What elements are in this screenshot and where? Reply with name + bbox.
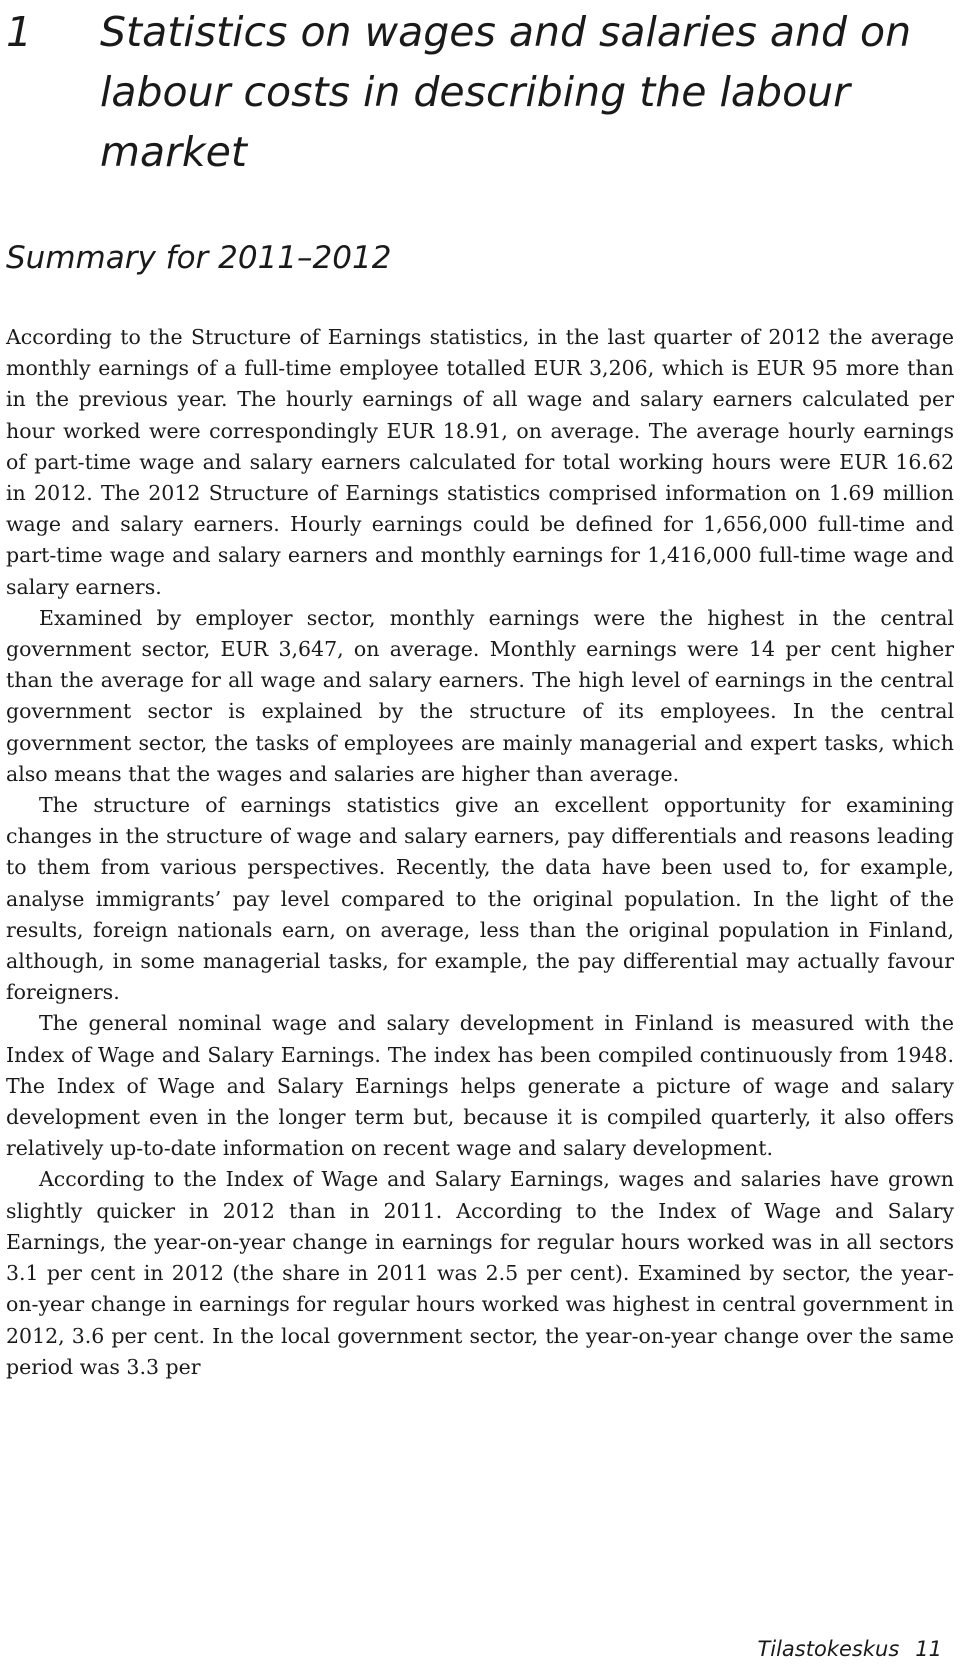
footer-publisher: Tilastokeskus: [757, 1637, 900, 1661]
paragraph: The general nominal wage and salary development in Finland is measured with the Index of Wage and Salary Earnings. The index has been compiled continuously from 1948. The Index of Wage and Salary Earnings helps generate a picture of wage and salary development even in the longer term but, because it is compiled quarterly, it also offers relatively up-to-date information on recent wage and salary development.: [6, 1011, 954, 1161]
paragraph: The structure of earnings statistics give an excellent opportunity for examining changes in the structure of wage and salary earners, pay differentials and reasons leading to them from various perspectives. Recently, the data have been used to, for example, analyse immigrants’ pay level compared to the original population. In the light of the results, foreign nationals earn, on average, less than the original population in Finland, although, in some managerial tasks, for example, the pay differential may actually favour foreigners.: [6, 793, 954, 1005]
chapter-title: Statistics on wages and salaries and on labour costs in describing the labour market: [100, 8, 912, 176]
paragraph: According to the Structure of Earnings statistics, in the last quarter of 2012 the average monthly earnings of a full-time employee totalled EUR 3,206, which is EUR 95 more than in the previous year. The hourly earnings of all wage and salary earners calculated per hour worked were correspondingly EUR 18.91, on average. The average hourly earnings of part-time wage and salary earners calculated for total working hours were EUR 16.62 in 2012. The 2012 Structure of Earnings statistics comprised information on 1.69 million wage and salary earners. Hourly earnings could be defined for 1,656,000 full-time and part-time wage and salary earners and monthly earnings for 1,416,000 full-time wage and salary earners.: [6, 325, 954, 599]
chapter-heading: [6, 2, 946, 182]
page-footer: [757, 1634, 942, 1664]
chapter-number: 1: [6, 8, 33, 56]
body-text: [6, 322, 954, 1383]
summary-heading: Summary for 2011–2012: [6, 240, 392, 276]
paragraph: According to the Index of Wage and Salary Earnings, wages and salaries have grown slightly quicker in 2012 than in 2011. According to the Index of Wage and Salary Earnings, the year-on-year change in earnings for regular hours worked was in all sectors 3.1 per cent in 2012 (the share in 2011 was 2.5 per cent). Examined by sector, the year-on-year change in earnings for regular hours worked was highest in central government in 2012, 3.6 per cent. In the local government sector, the year-on-year change over the same period was 3.3 per: [6, 1167, 954, 1379]
page-number: 11: [915, 1637, 942, 1661]
paragraph: Examined by employer sector, monthly earnings were the highest in the central government sector, EUR 3,647, on average. Monthly earnings were 14 per cent higher than the average for all wage and salary earners. The high level of earnings in the central government sector is explained by the structure of its employees. In the central government sector, the tasks of employees are mainly managerial and expert tasks, which also means that the wages and salaries are higher than average.: [6, 605, 954, 786]
